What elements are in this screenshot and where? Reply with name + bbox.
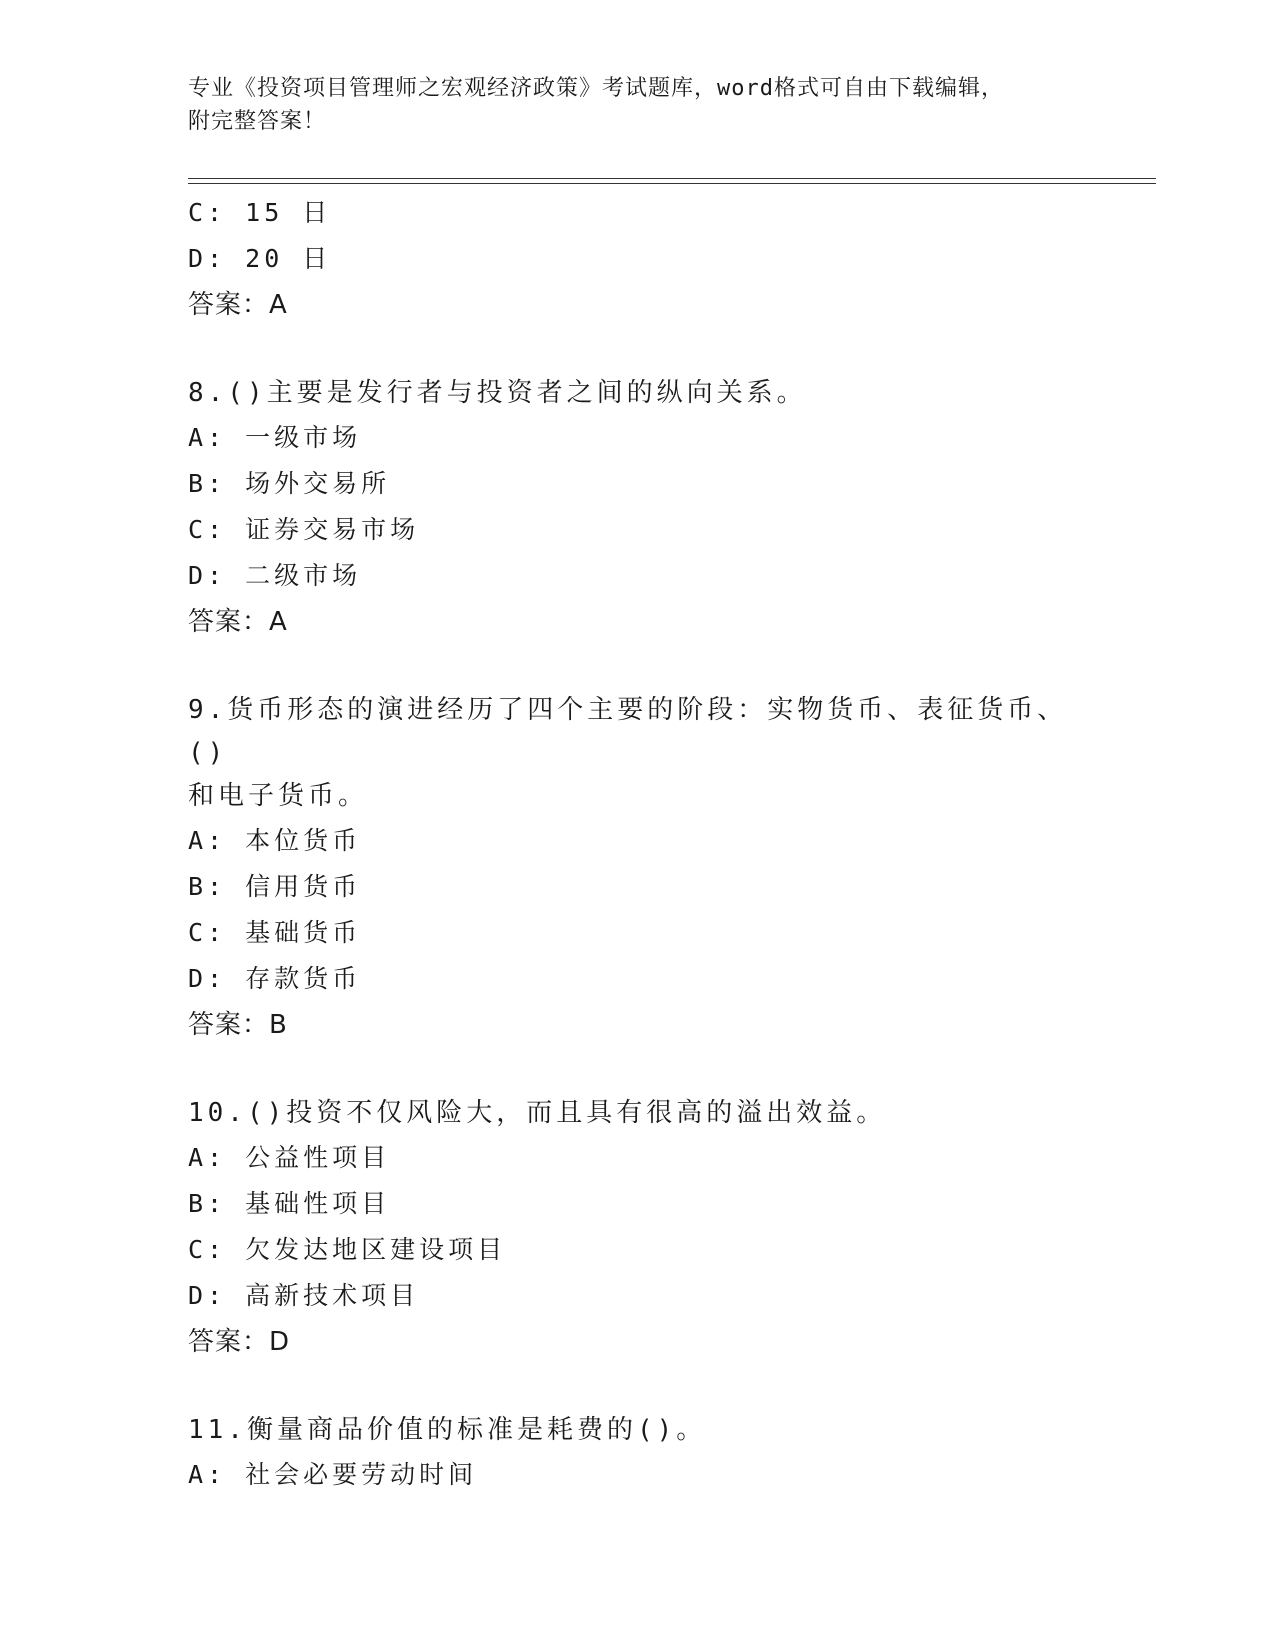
- question-list: [188, 190, 1088, 1498]
- option-a: A: 一级市场: [188, 423, 362, 452]
- question-8: [188, 372, 1088, 645]
- question-text: 11.衡量商品价值的标准是耗费的()。: [188, 1415, 707, 1445]
- option-c: C: 基础货币: [188, 918, 362, 947]
- answer-line: 答案：A: [188, 607, 288, 637]
- option-a: A: 本位货币: [188, 826, 362, 855]
- option-b: B: 场外交易所: [188, 469, 391, 498]
- option-c: C: 证券交易市场: [188, 515, 420, 544]
- option-c: C: 欠发达地区建设项目: [188, 1235, 507, 1264]
- header-line-2: 附完整答案！: [188, 109, 327, 134]
- answer-line: 答案：D: [188, 1327, 291, 1357]
- header-line-1: 专业《投资项目管理师之宏观经济政策》考试题库，word格式可自由下载编辑，: [188, 76, 1004, 101]
- question-9: [188, 689, 1088, 1048]
- question-text-line-1: 9.货币形态的演进经历了四个主要的阶段：实物货币、表征货币、(): [188, 695, 1068, 768]
- option-d: D: 高新技术项目: [188, 1281, 420, 1310]
- question-text: 8.()主要是发行者与投资者之间的纵向关系。: [188, 378, 807, 408]
- option-d: D: 存款货币: [188, 964, 362, 993]
- header-divider-bottom: [188, 183, 1156, 184]
- question-text-line-2: 和电子货币。: [188, 781, 369, 811]
- option-b: B: 信用货币: [188, 872, 362, 901]
- option-a: A: 公益性项目: [188, 1143, 391, 1172]
- option-c: C: 15 日: [188, 198, 332, 227]
- question-10: [188, 1092, 1088, 1365]
- answer-line: 答案：B: [188, 1010, 288, 1040]
- question-11: [188, 1409, 1088, 1498]
- option-b: B: 基础性项目: [188, 1189, 391, 1218]
- document-header: [188, 72, 1088, 138]
- answer-line: 答案：A: [188, 290, 288, 320]
- option-a: A: 社会必要劳动时间: [188, 1460, 478, 1489]
- question-7-partial: [188, 190, 1088, 328]
- header-divider-top: [188, 178, 1156, 179]
- question-text: 10.()投资不仅风险大，而且具有很高的溢出效益。: [188, 1098, 887, 1128]
- option-d: D: 20 日: [188, 244, 332, 273]
- option-d: D: 二级市场: [188, 561, 362, 590]
